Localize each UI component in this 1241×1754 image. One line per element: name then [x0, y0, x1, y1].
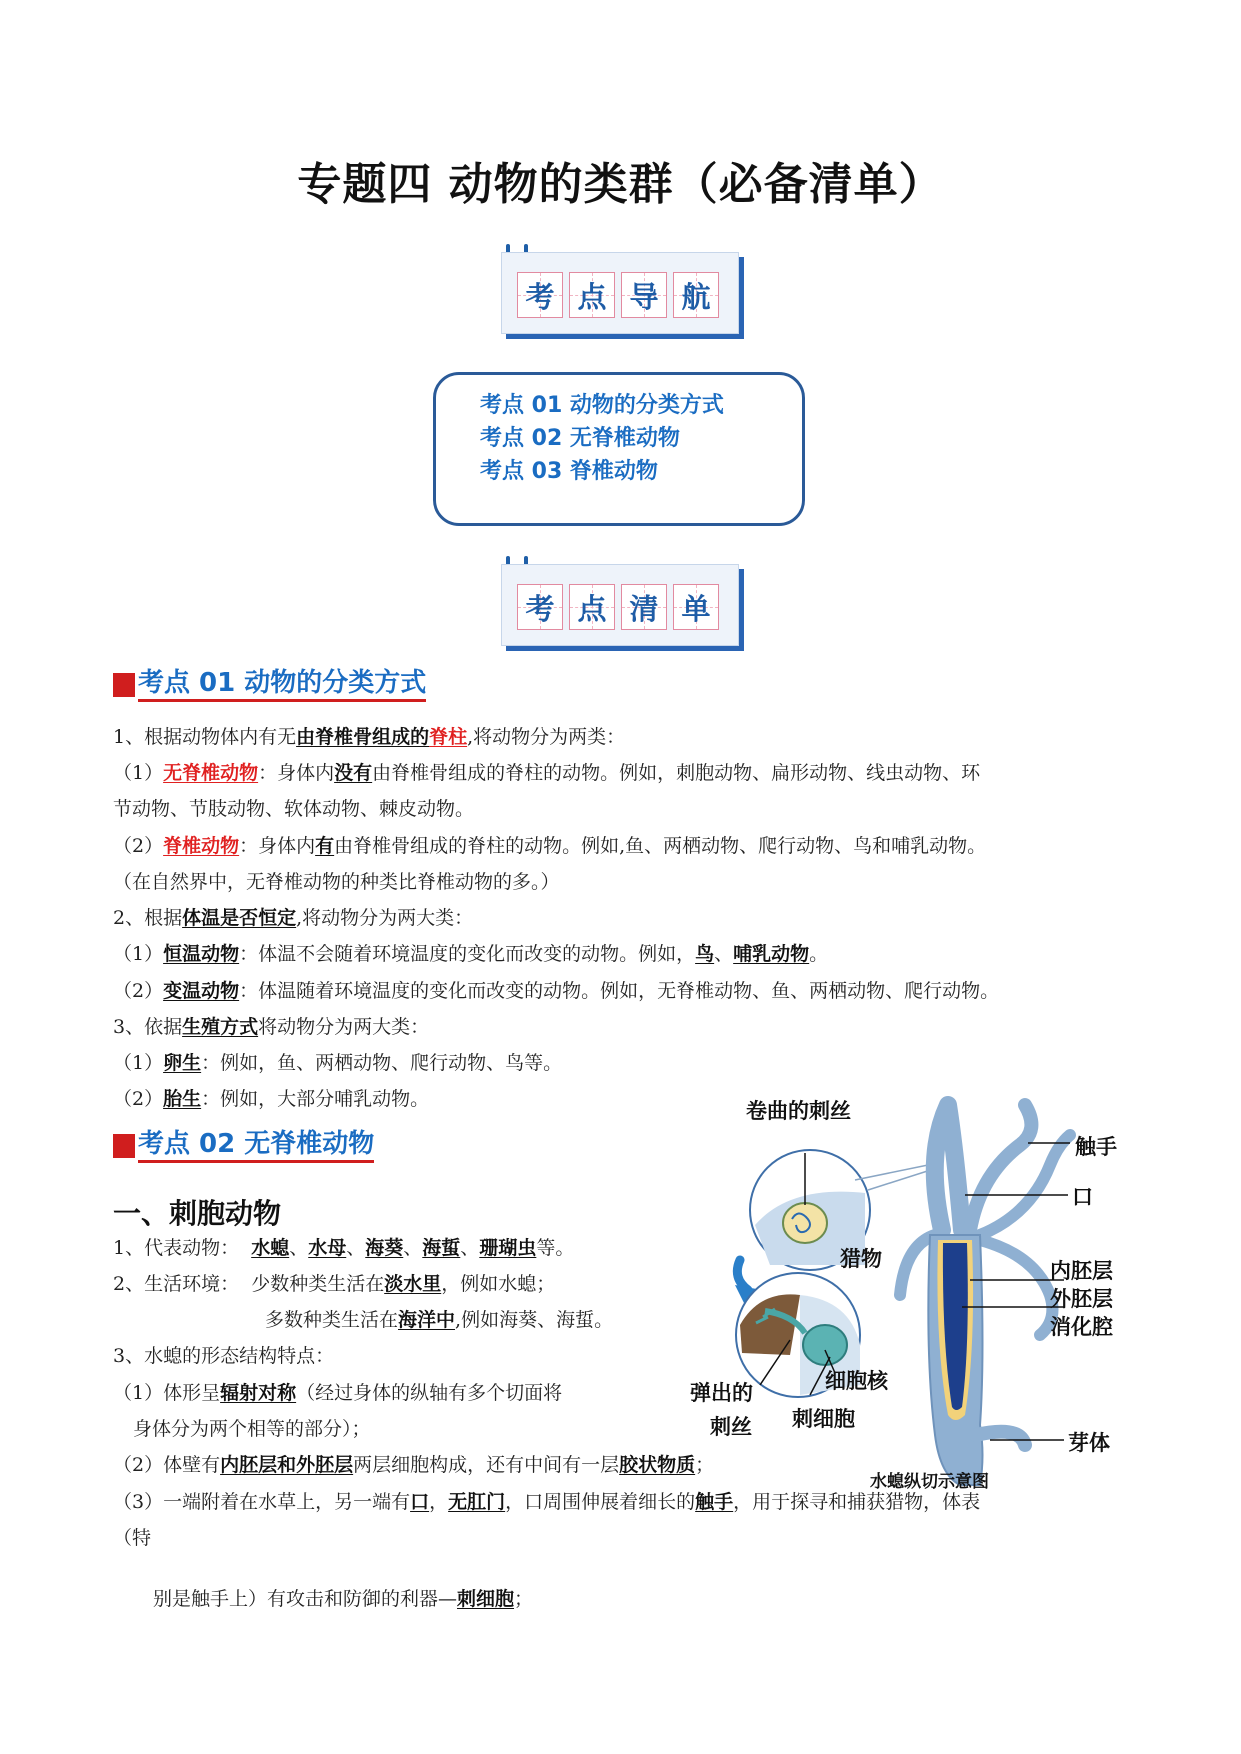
banner-char: 导 [621, 272, 667, 318]
banner-char: 点 [569, 584, 615, 630]
paragraph: （特 [113, 1527, 152, 1549]
nav-item-3[interactable]: 考点 03 脊椎动物 [480, 459, 658, 484]
paragraph: 别是触手上）有攻击和防御的利器—刺细胞； [153, 1588, 534, 1610]
paragraph: （2）胎生：例如，大部分哺乳动物。 [113, 1088, 430, 1110]
subheading: 一、刺胞动物 [113, 1197, 282, 1230]
paragraph: （在自然界中，无脊椎动物的种类比脊椎动物的多。） [113, 871, 560, 893]
paragraph: 2、生活环境： 少数种类生活在淡水里，例如水螅； [113, 1273, 556, 1295]
nav-item-1[interactable]: 考点 01 动物的分类方式 [480, 393, 724, 418]
banner-char: 清 [621, 584, 667, 630]
banner-char: 点 [569, 272, 615, 318]
nav-box [433, 372, 805, 526]
page-title: 专题四 动物的类群（必备清单） [297, 159, 944, 210]
label-ectoderm: 外胚层 [1050, 1286, 1113, 1311]
banner-char: 考 [517, 272, 563, 318]
paragraph: 1、根据动物体内有无由脊椎骨组成的脊柱,将动物分为两类： [113, 726, 626, 748]
paragraph: 1、代表动物： 水螅、水母、海葵、海蜇、珊瑚虫等。 [113, 1237, 575, 1259]
label-bud: 芽体 [1068, 1430, 1110, 1455]
banner-list [495, 556, 745, 648]
paragraph: （1）卵生：例如，鱼、两栖动物、爬行动物、鸟等。 [113, 1052, 563, 1074]
paragraph: 3、水螅的形态结构特点： [113, 1345, 335, 1367]
label-prey: 猎物 [840, 1246, 882, 1271]
label-ejected-thread-2: 刺丝 [710, 1414, 752, 1439]
paragraph: （1）无脊椎动物：身体内没有由脊椎骨组成的脊柱的动物。例如，刺胞动物、扁形动物、线虫动物、环 [113, 762, 981, 784]
label-ejected-thread: 弹出的 [690, 1380, 753, 1405]
paragraph: （2）变温动物：体温随着环境温度的变化而改变的动物。例如，无脊椎动物、鱼、两栖动物、爬行动物。 [113, 980, 1000, 1002]
banner-nav [495, 244, 745, 336]
paragraph: 身体分为两个相等的部分）； [133, 1418, 371, 1440]
label-digestive-cavity: 消化腔 [1050, 1314, 1113, 1339]
paragraph: （3）一端附着在水草上，另一端有口，无肛门，口周围伸展着细长的触手，用于探寻和捕获猎物，体表 [113, 1491, 981, 1513]
section-heading-1: 考点 01 动物的分类方式 [113, 668, 426, 702]
label-mouth: 口 [1072, 1184, 1093, 1209]
paragraph: 多数种类生活在海洋中,例如海葵、海蜇。 [265, 1309, 614, 1331]
banner-char: 航 [673, 272, 719, 318]
paragraph: （2）体壁有内胚层和外胚层两层细胞构成，还有中间有一层胶状物质； [113, 1454, 715, 1476]
label-cnidocyte: 刺细胞 [792, 1406, 855, 1431]
paragraph: 2、根据体温是否恒定,将动物分为两大类： [113, 907, 474, 929]
label-coiled-thread: 卷曲的刺丝 [746, 1098, 851, 1123]
paragraph: （1）恒温动物：体温不会随着环境温度的变化而改变的动物。例如，鸟、哺乳动物。 [113, 943, 829, 965]
label-tentacle: 触手 [1075, 1134, 1117, 1159]
nav-item-2[interactable]: 考点 02 无脊椎动物 [480, 426, 680, 451]
banner-char: 单 [673, 584, 719, 630]
paragraph: 节动物、节肢动物、软体动物、棘皮动物。 [113, 798, 475, 820]
paragraph: 3、依据生殖方式将动物分为两大类： [113, 1016, 430, 1038]
banner-char: 考 [517, 584, 563, 630]
red-square-icon [113, 1134, 135, 1158]
hydra-diagram [680, 1095, 1125, 1495]
section-heading-2: 考点 02 无脊椎动物 [113, 1129, 374, 1163]
figure-caption: 水螅纵切示意图 [870, 1472, 989, 1492]
red-square-icon [113, 673, 135, 697]
paragraph: （1）体形呈辐射对称（经过身体的纵轴有多个切面将 [113, 1382, 563, 1404]
label-nucleus: 细胞核 [825, 1368, 888, 1393]
label-endoderm: 内胚层 [1050, 1258, 1113, 1283]
paragraph: （2）脊椎动物：身体内有由脊椎骨组成的脊柱的动物。例如,鱼、两栖动物、爬行动物、鸟和哺乳动物。 [113, 835, 987, 857]
